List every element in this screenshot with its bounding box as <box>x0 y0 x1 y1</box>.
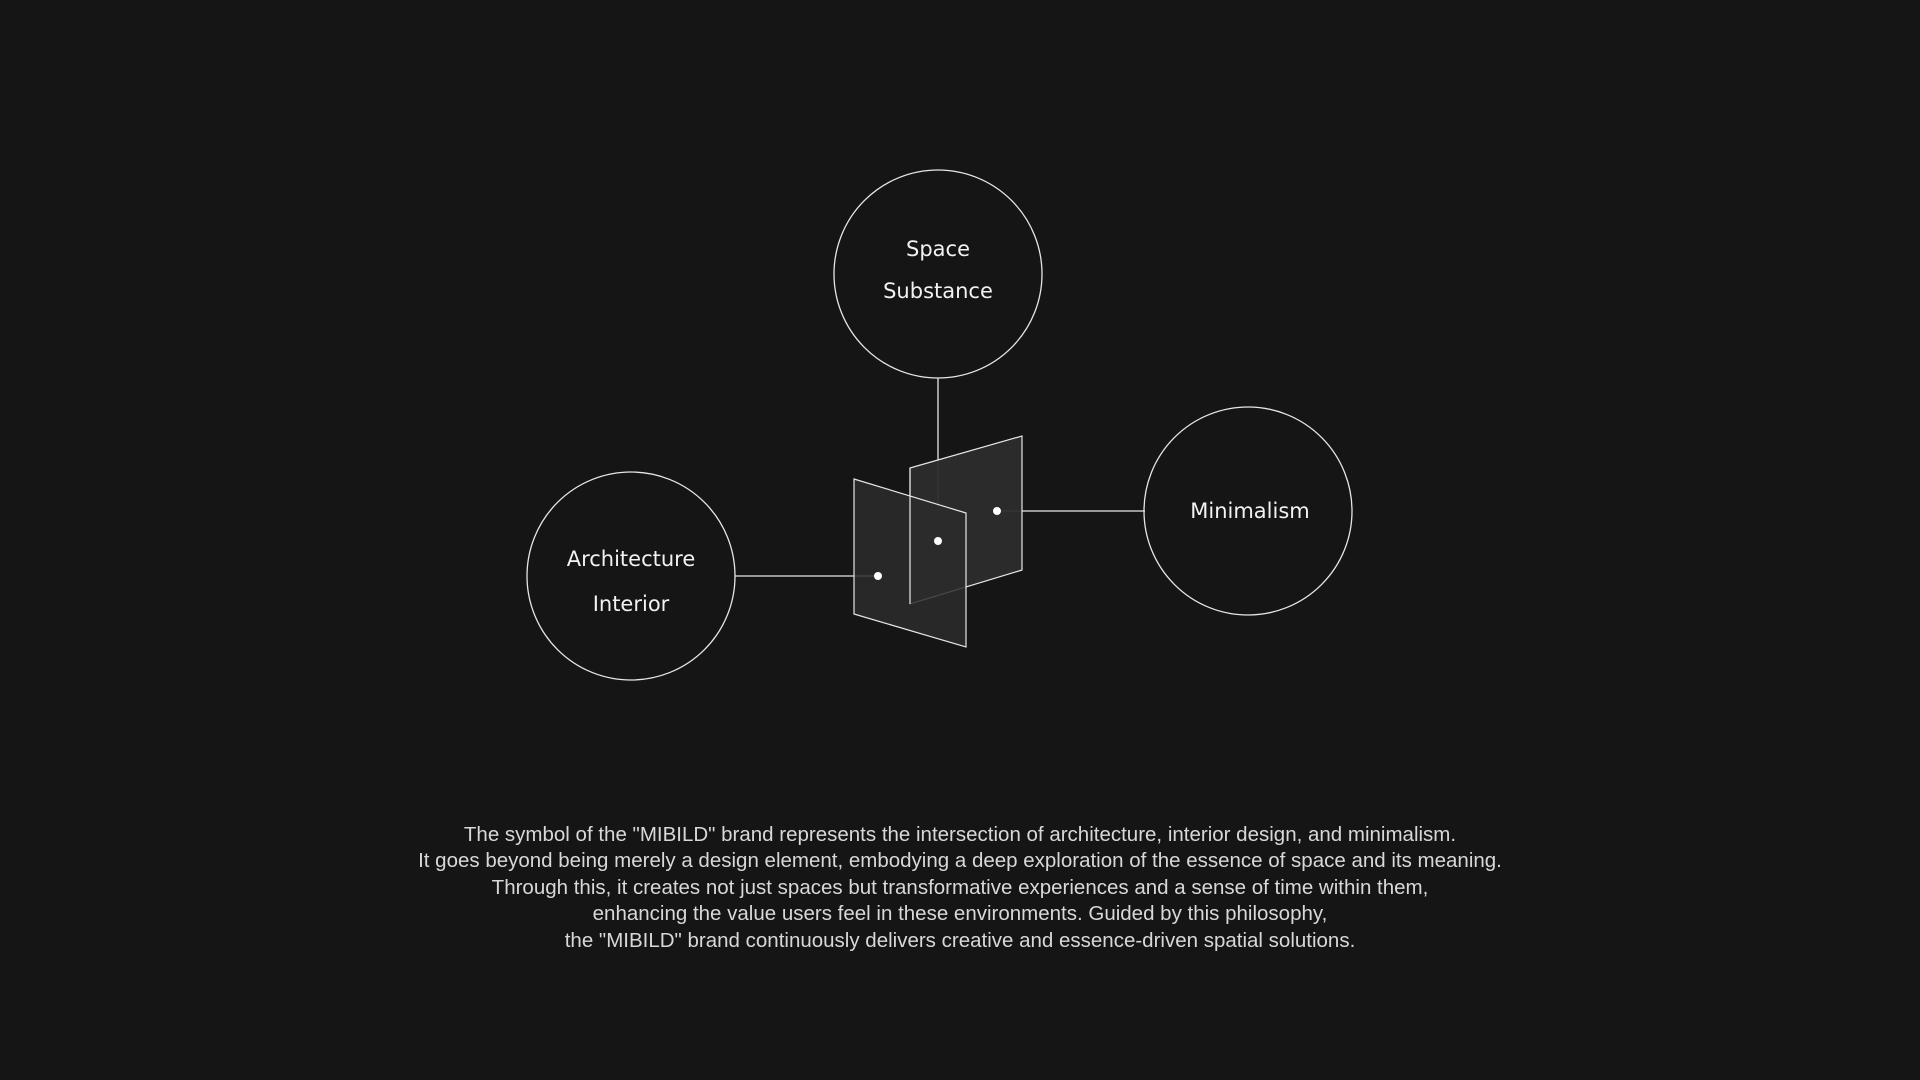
connector-dot-left <box>874 572 882 580</box>
node-label-substance: Substance <box>883 279 993 303</box>
description-line: The symbol of the "MIBILD" brand represents the intersection of architecture, interior design, and minimalism. <box>463 823 1457 846</box>
description-line: It goes beyond being merely a design element, embodying a deep exploration of the essence of space and its meaning. <box>418 849 1502 873</box>
connector-dot-right <box>993 507 1001 515</box>
description-line: Through this, it creates not just spaces but transformative experiences and a sense of time within them, <box>491 875 1429 899</box>
node-label-space: Space <box>906 237 970 261</box>
brand-description <box>0 822 1920 954</box>
node-label-minimalism: Minimalism <box>1190 499 1310 523</box>
node-label-interior: Interior <box>592 592 670 616</box>
description-line: enhancing the value users feel in these environments. Guided by this philosophy, <box>592 902 1328 926</box>
node-circle-architecture-interior <box>527 472 735 680</box>
description-line: the "MIBILD" brand continuously delivers creative and essence-driven spatial solutions. <box>564 928 1356 952</box>
node-circle-space-substance <box>834 170 1042 378</box>
node-label-architecture: Architecture <box>566 547 696 571</box>
connector-dot-top <box>934 537 942 545</box>
